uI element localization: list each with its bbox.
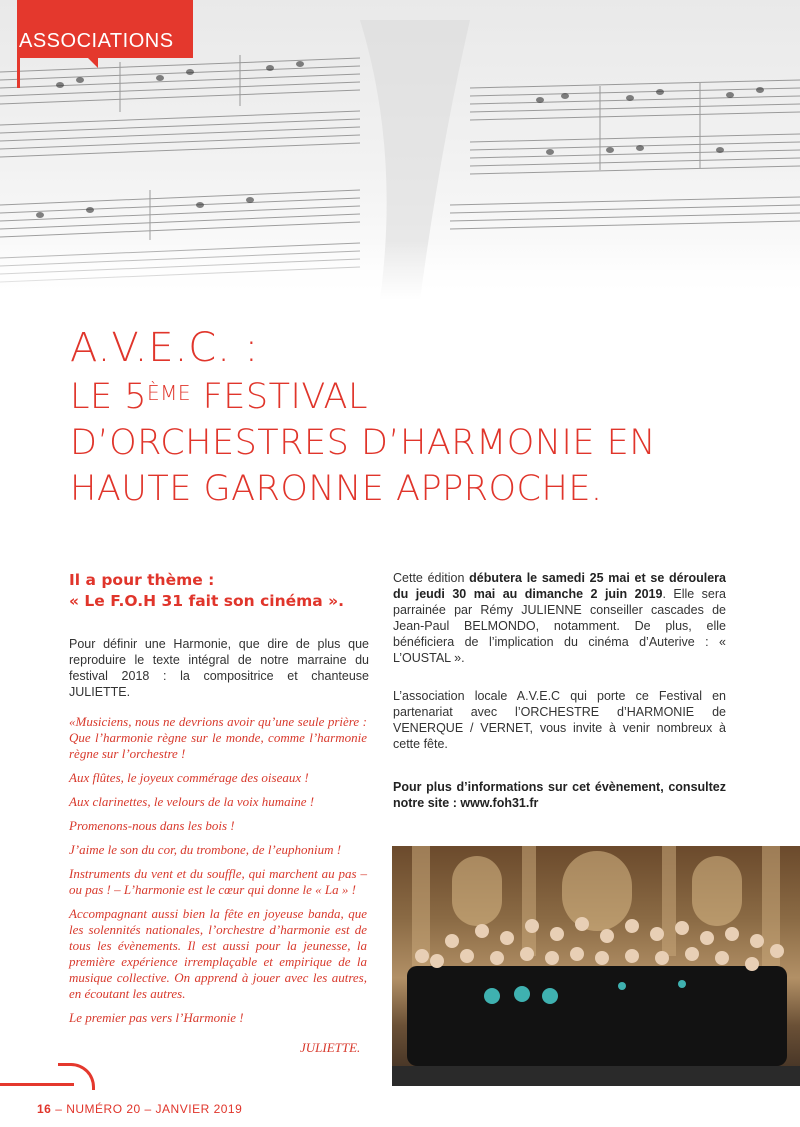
section-label: ASSOCIATIONS (19, 30, 174, 52)
title-line-2-suffix: FESTIVAL (191, 377, 368, 417)
title-line-4: HAUTE GARONNE APPROCHE. (70, 469, 603, 509)
orchestra-group-photo (392, 846, 800, 1086)
theme-line-2: « Le F.O.H 31 fait son cinéma ». (69, 592, 345, 610)
footer-accent-curve (58, 1063, 95, 1090)
title-line-2-prefix: LE 5 (70, 377, 148, 417)
title-line-3: D’ORCHESTRES D’HARMONIE EN (70, 423, 656, 463)
poem-stanza: Aux clarinettes, le velours de la voix humaine ! (69, 794, 315, 809)
poem-quote (69, 714, 367, 1034)
page-number: 16 (37, 1102, 52, 1116)
p1-text-b: . Elle sera parrainée par Rémy JULIENNE conseiller cascades de Jean-Paul BELMONDO, notamment. De plus, elle bénéficiera de l’implication du cinéma d’Auterive : « L’OUSTAL ». (393, 587, 726, 665)
title-line-2-sup: ÈME (147, 381, 192, 405)
p1-text-a: Cette édition (393, 571, 470, 585)
poem-stanza: Promenons-nous dans les bois ! (69, 818, 235, 833)
poem-signature: JULIETTE. (300, 1040, 361, 1055)
page-footer (37, 1102, 242, 1116)
theme-line-1: Il a pour thème : (69, 571, 215, 589)
poem-stanza: Aux flûtes, le joyeux commérage des oiseaux ! (69, 770, 309, 785)
more-info-paragraph: Pour plus d’informations sur cet évènement, consultez notre site : www.foh31.fr (393, 780, 726, 810)
poem-stanza: Accompagnant aussi bien la fête en joyeuse banda, que les solennités nationales, l’orchestre d’harmonie est de tous les évènements. Il est aussi pour la jeunesse, la première expérience irremplaçable et empirique de la musique collective. On apprend à jouer avec les autres, en écoutant les autres. (69, 906, 367, 1001)
p1-dates-bold: débutera le samedi 25 mai et se déroulera du jeudi 30 mai au dimanche 2 juin 2019 (393, 571, 726, 601)
poem-stanza: Le premier pas vers l’Harmonie ! (69, 1010, 244, 1025)
intro-paragraph: Pour définir une Harmonie, que dire de plus que reproduire le texte intégral de notre marraine du festival 2018 : la compositrice et chanteuse JULIETTE. (69, 637, 369, 699)
issue-info: – NUMÉRO 20 – JANVIER 2019 (51, 1102, 243, 1116)
poem-stanza: J’aime le son du cor, du trombone, de l’euphonium ! (69, 842, 342, 857)
title-line-1: A.V.E.C. : (70, 325, 260, 371)
orchestra-photo-illustration (392, 846, 800, 1086)
theme-heading (69, 570, 364, 612)
poem-stanza: «Musiciens, nous ne devrions avoir qu’une seule prière : Que l’harmonie règne sur le monde, comme l’harmonie règne sur l’orchestre ! (69, 714, 367, 761)
title-line-2 (70, 374, 770, 420)
section-tag-tail (88, 58, 98, 68)
event-dates-paragraph (393, 570, 726, 666)
article-title (70, 322, 770, 512)
poem-stanza: Instruments du vent et du souffle, qui marchent au pas – ou pas ! – L’harmonie est le cœur qui donne le « La » ! (69, 866, 367, 897)
association-paragraph: L’association locale A.V.E.C qui porte ce Festival en partenariat avec l’ORCHESTRE d’HARMONIE de VENERQUE / VERNET, vous invite à venir nombreux à cette fête. (393, 689, 726, 751)
